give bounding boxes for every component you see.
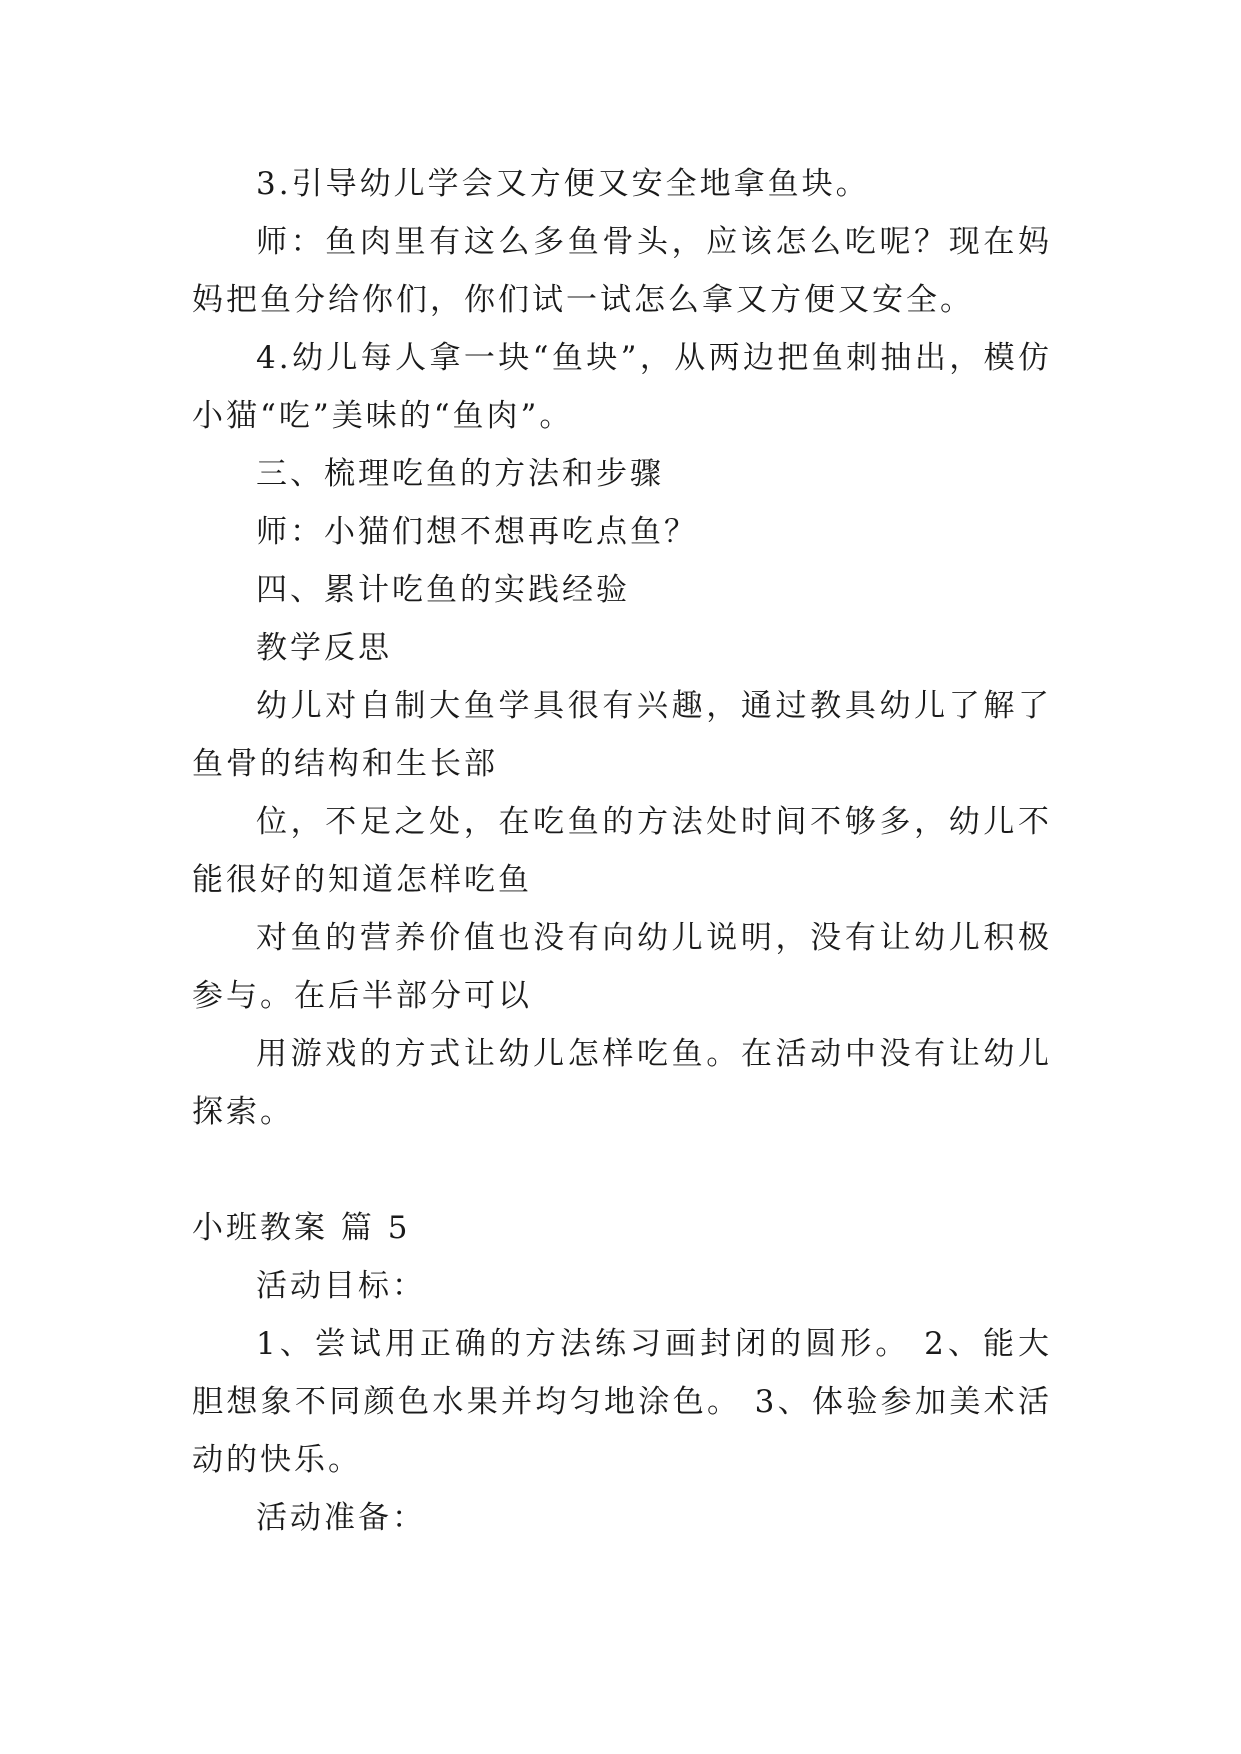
section-title: 小班教案 篇 5 [192,1210,411,1246]
paragraph-section-three: 三、梳理吃鱼的方法和步骤 [256,456,664,492]
paragraph-step-4: 4.幼儿每人拿一块“鱼块”，从两边把鱼刺抽出，模仿小猫“吃”美味的“鱼肉”。 [192,340,1052,434]
section-spacer [192,1141,1052,1199]
paragraph-section-four: 四、累计吃鱼的实践经验 [256,572,630,608]
paragraph-reflection-1: 幼儿对自制大鱼学具很有兴趣，通过教具幼儿了解了鱼骨的结构和生长部 [192,688,1052,782]
paragraph-teacher-question: 师：鱼肉里有这么多鱼骨头，应该怎么吃呢？现在妈妈把鱼分给你们，你们试一试怎么拿又方便又安全。 [192,224,1052,318]
paragraph-activity-goals: 1、尝试用正确的方法练习画封闭的圆形。 2、能大胆想象不同颜色水果并均匀地涂色。 3、体验参加美术活动的快乐。 [192,1326,1052,1478]
paragraph-teacher-more-fish: 师：小猫们想不想再吃点鱼？ [256,514,698,550]
document-body [192,155,1052,1547]
paragraph-step-3: 3.引导幼儿学会又方便又安全地拿鱼块。 [256,166,870,202]
paragraph-reflection-2: 位，不足之处，在吃鱼的方法处时间不够多，幼儿不能很好的知道怎样吃鱼 [192,804,1052,898]
paragraph-reflection-3: 对鱼的营养价值也没有向幼儿说明，没有让幼儿积极参与。在后半部分可以 [192,920,1052,1014]
paragraph-reflection-4: 用游戏的方式让幼儿怎样吃鱼。在活动中没有让幼儿探索。 [192,1036,1052,1130]
paragraph-reflection-heading: 教学反思 [256,630,392,666]
paragraph-activity-prep-heading: 活动准备： [256,1500,426,1536]
paragraph-activity-goals-heading: 活动目标： [256,1268,426,1304]
